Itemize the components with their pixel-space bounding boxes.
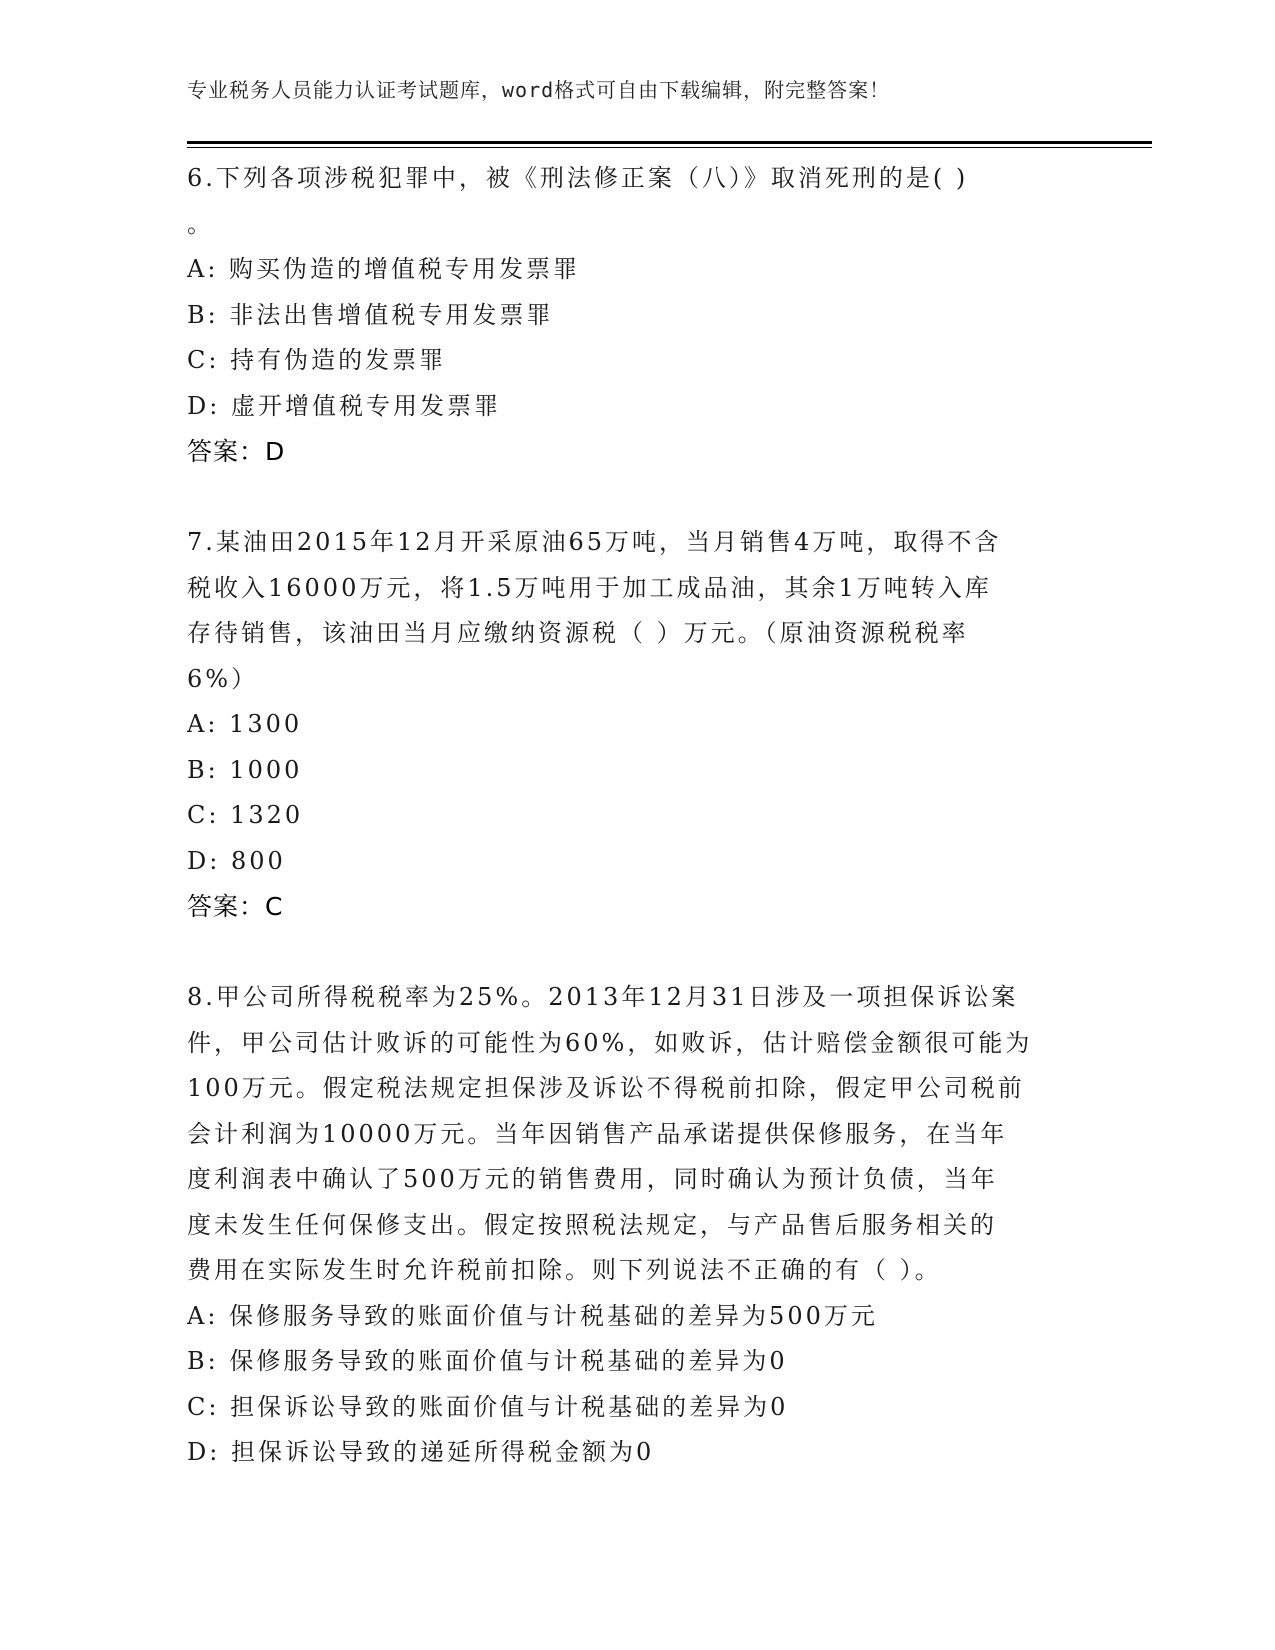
option-c: C: 担保诉讼导致的账面价值与计税基础的差异为0 (187, 1392, 789, 1421)
question-stem-line: 100万元。假定税法规定担保涉及诉讼不得税前扣除，假定甲公司税前 (187, 1074, 1025, 1102)
spacer (187, 475, 1087, 521)
question-8 (187, 975, 1087, 1476)
header-divider-thick (187, 141, 1152, 144)
question-stem-line: 。 (187, 209, 214, 238)
question-stem-line: 7.某油田2015年12月开采原油65万吨，当月销售4万吨，取得不含 (187, 528, 1002, 556)
question-stem-line: 6%） (187, 664, 259, 693)
option-c: C: 1320 (187, 801, 304, 829)
option-d: D: 虚开增值税专用发票罪 (187, 391, 501, 420)
option-d: D: 担保诉讼导致的递延所得税金额为0 (187, 1438, 655, 1466)
question-stem-line: 度利润表中确认了500万元的销售费用，同时确认为预计负债，当年 (187, 1165, 998, 1193)
page-header: 专业税务人员能力认证考试题库，word格式可自由下载编辑，附完整答案！ (187, 78, 891, 102)
header-divider-thin (187, 147, 1152, 148)
question-stem-line: 会计利润为10000万元。当年因销售产品承诺提供保修服务，在当年 (187, 1119, 1008, 1148)
option-c: C: 持有伪造的发票罪 (187, 346, 447, 374)
option-a: A: 1300 (187, 710, 303, 738)
question-7 (187, 520, 1087, 930)
answer-label: 答案：D (187, 437, 286, 466)
question-stem-line: 税收入16000万元，将1.5万吨用于加工成品油，其余1万吨转入库 (187, 573, 992, 602)
question-6 (187, 156, 1087, 475)
question-stem-line: 6.下列各项涉税犯罪中，被《刑法修正案（八）》取消死刑的是( ) (187, 164, 969, 192)
question-stem-line: 存待销售，该油田当月应缴纳资源税（ ）万元。（原油资源税税率 (187, 619, 969, 647)
question-list (187, 156, 1087, 1476)
option-b: B: 1000 (187, 755, 303, 784)
question-stem-line: 8.甲公司所得税税率为25%。2013年12月31日涉及一项担保诉讼案 (187, 983, 1019, 1011)
option-b: B: 保修服务导致的账面价值与计税基础的差异为0 (187, 1347, 788, 1375)
option-a: A: 保修服务导致的账面价值与计税基础的差异为500万元 (187, 1301, 878, 1330)
answer-label: 答案：C (187, 892, 284, 921)
option-a: A: 购买伪造的增值税专用发票罪 (187, 255, 581, 283)
option-d: D: 800 (187, 846, 286, 875)
question-stem-line: 费用在实际发生时允许税前扣除。则下列说法不正确的有（ ）。 (187, 1256, 942, 1284)
option-b: B: 非法出售增值税专用发票罪 (187, 300, 554, 329)
spacer (187, 930, 1087, 976)
question-stem-line: 度未发生任何保修支出。假定按照税法规定，与产品售后服务相关的 (187, 1210, 997, 1239)
question-stem-line: 件，甲公司估计败诉的可能性为60%，如败诉，估计赔偿金额很可能为 (187, 1028, 1033, 1057)
